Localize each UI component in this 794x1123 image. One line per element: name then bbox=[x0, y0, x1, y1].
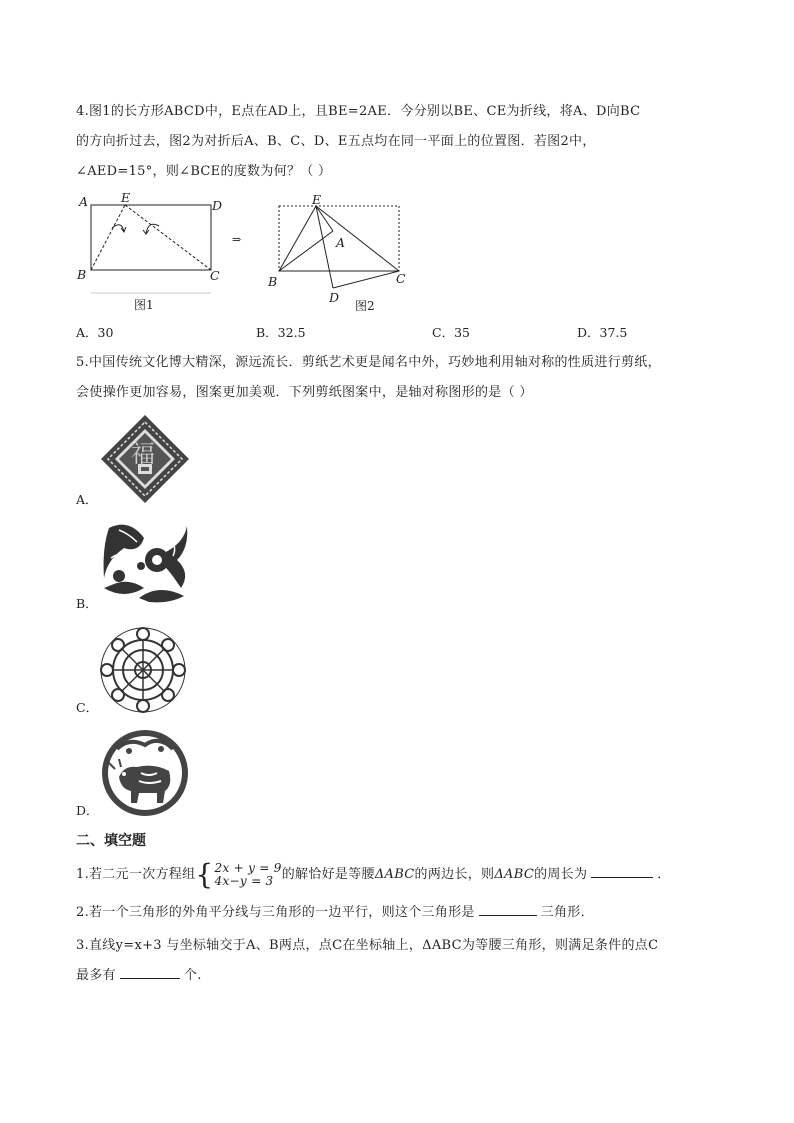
fill2-line bbox=[76, 898, 594, 928]
equation-2: 4x−y = 3 bbox=[214, 873, 274, 888]
q4-line2: 的方向折过去，图2为对折后A、B、C、D、E五点均在同一平面上的位置图．若图2中， bbox=[76, 134, 596, 149]
equation-1: 2x + y = 9 bbox=[214, 860, 282, 875]
q4-line3: ∠AED=15°，则∠BCE的度数为何？（ ） bbox=[76, 164, 332, 179]
fill3-answer-blank[interactable] bbox=[120, 964, 180, 979]
fig1-label-e: E bbox=[121, 190, 131, 205]
paper-cut-floral-medallion bbox=[97, 624, 189, 716]
q4-option-b: B．32.5 bbox=[256, 325, 306, 340]
fill1-middle2: 的两边长，则 bbox=[414, 867, 495, 882]
fig2-caption: 图2 bbox=[355, 299, 375, 313]
q5-line1: 5.中国传统文化博大精深，源远流长．剪纸艺术更是闻名中外，巧妙地利用轴对称的性质进行剪纸， bbox=[76, 355, 661, 370]
brace-symbol: { bbox=[195, 857, 214, 891]
fig2-label-c: C bbox=[396, 271, 406, 286]
paper-cut-ox-circle bbox=[99, 727, 191, 819]
equation-system bbox=[195, 857, 282, 891]
q5-line2: 会使操作更加容易，图案更加美观．下列剪纸图案中，是轴对称图形的是（ ） bbox=[76, 385, 533, 400]
transform-arrow: ⇒ bbox=[232, 233, 242, 246]
fill1-suffix: 的周长为 bbox=[534, 867, 588, 882]
fill1-line bbox=[76, 857, 671, 891]
fig2-label-d: D bbox=[329, 290, 340, 305]
q5-option-d: D． bbox=[76, 803, 99, 818]
paper-cut-birds bbox=[99, 518, 191, 604]
q4-figure-1 bbox=[74, 188, 224, 313]
q4-option-a: A．30 bbox=[76, 325, 114, 340]
fill3-line2-a: 最多有 bbox=[76, 968, 116, 983]
fill3-line2 bbox=[76, 961, 202, 991]
fill3-line1: 3.直线y=x+3 与坐标轴交于A、B两点，点C在坐标轴上，ΔABC为等腰三角形，则满足条件的点C bbox=[76, 938, 659, 953]
fill1-prefix: 1.若二元一次方程组 bbox=[76, 867, 196, 882]
section-heading-fill-blank: 二、填空题 bbox=[76, 833, 146, 849]
fig1-label-d: D bbox=[212, 198, 223, 213]
q4-option-d: D．37.5 bbox=[577, 325, 628, 340]
fill1-triangle-2: ΔABC bbox=[494, 867, 535, 882]
fill2-end: 三角形． bbox=[540, 905, 594, 920]
q4-figure-2 bbox=[270, 195, 410, 310]
fill1-answer-blank[interactable] bbox=[591, 863, 653, 878]
fig1-label-a: A bbox=[79, 194, 89, 209]
fill1-end: ． bbox=[657, 867, 671, 882]
fu-character: 福 bbox=[131, 440, 155, 468]
fig1-label-c: C bbox=[210, 268, 220, 283]
fill3-line2-b: 个. bbox=[183, 968, 202, 983]
fig2-label-b: B bbox=[268, 274, 278, 289]
fig2-label-e: E bbox=[312, 192, 322, 207]
q4-option-c: C．35 bbox=[432, 325, 470, 340]
q5-option-c: C． bbox=[76, 700, 99, 715]
fig1-caption: 图1 bbox=[134, 298, 154, 312]
fill2-answer-blank[interactable] bbox=[479, 901, 537, 916]
fill1-middle: 的解恰好是等腰 bbox=[281, 867, 375, 882]
q4-line1: 4.图1的长方形ABCD中，E点在AD上，且BE=2AE．今分别以BE、CE为折线，将A、D向BC bbox=[76, 104, 641, 119]
q5-option-b: B． bbox=[76, 596, 98, 611]
q5-option-a: A． bbox=[76, 492, 98, 507]
fill2-text: 2.若一个三角形的外角平分线与三角形的一边平行，则这个三角形是 bbox=[76, 905, 475, 920]
fig2-label-a: A bbox=[336, 235, 346, 250]
fig1-label-b: B bbox=[77, 267, 87, 282]
fill1-triangle-1: ΔABC bbox=[374, 867, 415, 882]
